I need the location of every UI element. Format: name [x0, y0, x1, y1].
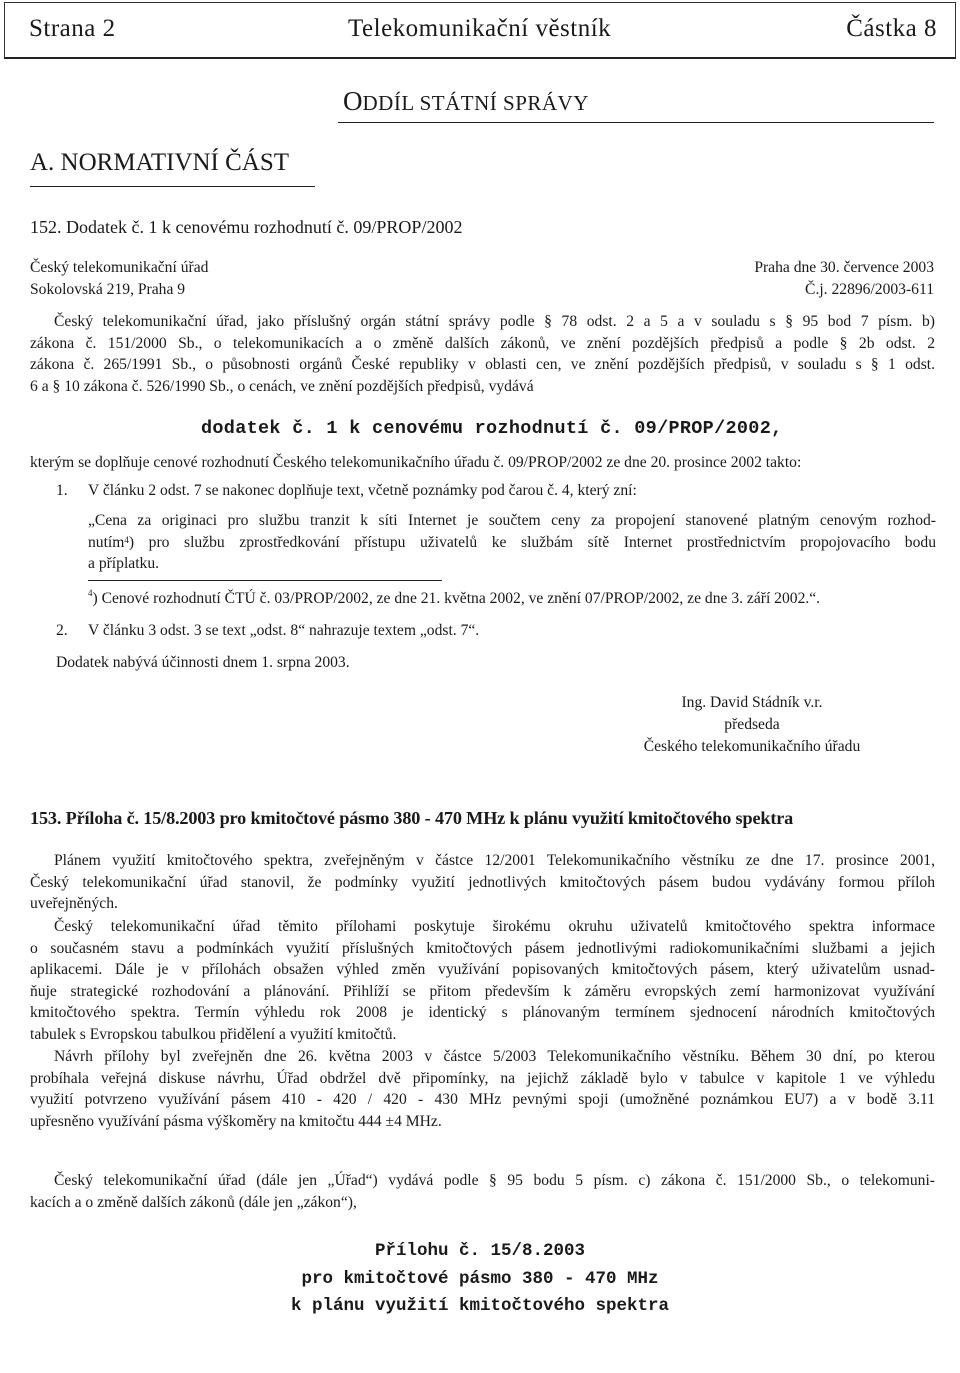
quote-line-end: ) pro službu zprostředkování přístupu uživatelů ke službám sítě Internet prostřednictvím propojovacího bodu	[128, 533, 936, 551]
text-line: Plánem využití kmitočtového spektra, zveřejněným v částce 12/2001 Telekomunikačního věstníku ze dne 17. prosince 2001,	[54, 852, 935, 869]
text-line: kmitočtového spektra. Termín výhledu rok 2008 je identický s plánovaným termínem sjednocení národních kmitočtových	[30, 1004, 935, 1022]
section-rule	[338, 122, 934, 123]
intro-line: zákona č. 265/1991 Sb., o působnosti orgánů České republiky v oblasti cen, ve znění pozdějších předpisů, v souladu s § 1 odst.	[30, 356, 935, 374]
point-1-number: 1.	[56, 482, 68, 499]
item-152-intro	[30, 311, 935, 397]
place-date: Praha dne 30. července 2003	[754, 259, 934, 276]
paragraph-2	[30, 916, 935, 1046]
signer-role: předseda	[724, 715, 780, 733]
text-line: probíhala veřejná diskuse návrhu, Úřad obdržel dvě připomínky, na jejichž základě bylo v tabulce v kapitole 1 ve výhledu	[30, 1069, 935, 1087]
quote-line: a příplatku.	[88, 555, 160, 573]
paragraph-1	[30, 850, 935, 915]
quote-line: „Cena za originaci pro službu tranzit k síti Internet je součtem ceny za propojení stanovené platným cenovým rozhod-	[88, 512, 936, 529]
annex-title-line: k plánu využití kmitočtového spektra	[290, 1296, 670, 1316]
text-line: upřesněno využívání pásma výškoměry na kmitočtu 444 ±4 MHz.	[30, 1112, 442, 1130]
text-line: aplikacemi. Dále je v přílohách obsažen výhled změn využívání popisovaných kmitočtových pásem, který uživatelům usnad-	[30, 961, 935, 979]
text-line: Český telekomunikační úřad těmito přílohami poskytuje širokému okruhu uživatelů kmitočtového spektra informace	[54, 918, 935, 935]
part-title: A. NORMATIVNÍ ČÁST	[30, 149, 290, 176]
point-2-number: 2.	[56, 622, 68, 639]
point-2-text: V článku 3 odst. 3 se text „odst. 8“ nahrazuje textem „odst. 7“.	[88, 622, 480, 639]
decree-title: dodatek č. 1 k cenovému rozhodnutí č. 09/PROP/2002,	[201, 418, 783, 439]
paragraph-3	[30, 1046, 935, 1132]
supplement-text: kterým se doplňuje cenové rozhodnutí Českého telekomunikačního úřadu č. 09/PROP/2002 ze dne 20. prosince 2002 takto:	[30, 454, 802, 471]
quoted-text	[88, 510, 936, 575]
text-line: Český telekomunikační úřad (dále jen „Úřad“) vydává podle § 95 bodu 5 písm. c) zákona č. 151/2000 Sb., o telekomuni-	[54, 1172, 935, 1189]
journal-title: Telekomunikační věstník	[348, 15, 612, 42]
footnote	[88, 590, 820, 608]
item-152-heading: 152. Dodatek č. 1 k cenovému rozhodnutí č. 09/PROP/2002	[30, 217, 463, 237]
section-title-initial: O	[343, 86, 363, 116]
footnote-ref: 4	[124, 534, 129, 545]
text-line: využití potvrzeno využívání pásem 410 - 420 / 420 - 430 MHz pevnými spoji (umožněné poznámkou EU7) a v bodě 3.11	[30, 1091, 935, 1109]
sender-name: Český telekomunikační úřad	[30, 259, 209, 276]
annex-title	[180, 1238, 780, 1321]
point-1-text: V článku 2 odst. 7 se nakonec doplňuje text, včetně poznámky pod čarou č. 4, který zní:	[88, 482, 637, 499]
quote-line	[88, 532, 936, 554]
section-title-rest: DDÍL STÁTNÍ SPRÁVY	[362, 91, 589, 115]
part-rule	[30, 186, 315, 187]
text-line: uveřejněných.	[30, 895, 118, 913]
text-line: Český telekomunikační úřad stanovil, že podmínky využití jednotlivých kmitočtových pásem budou vydávány formou příloh	[30, 873, 935, 891]
section-title	[343, 86, 589, 117]
footnote-rule	[88, 580, 442, 581]
annex-title-line: pro kmitočtové pásmo 380 - 470 MHz	[301, 1268, 659, 1289]
item-153-heading: 153. Příloha č. 15/8.2003 pro kmitočtové pásmo 380 - 470 MHz k plánu využití kmitočtového spektra	[30, 808, 794, 828]
annex-title-line: Přílohu č. 15/8.2003	[374, 1241, 586, 1261]
text-line: Návrh přílohy byl zveřejněn dne 26. května 2003 v částce 5/2003 Telekomunikačního věstníku. Během 30 dní, po kterou	[54, 1048, 935, 1065]
signature-block	[626, 692, 878, 757]
footnote-number: 4	[88, 588, 93, 598]
page-number: Strana 2	[29, 15, 116, 42]
text-line: tabulek s Evropskou tabulkou přidělení a využití kmitočtů.	[30, 1025, 397, 1043]
intro-line: 6 a § 10 zákona č. 526/1990 Sb., o cenách, ve znění pozdějších předpisů, vydává	[30, 377, 534, 395]
signer-organization: Českého telekomunikačního úřadu	[643, 737, 861, 755]
issue-number: Částka 8	[846, 15, 937, 42]
intro-line: Český telekomunikační úřad, jako příslušný orgán státní správy podle § 78 odst. 2 a 5 a v souladu s § 95 bod 7 písm. b)	[54, 313, 935, 330]
intro-line: zákona č. 151/2000 Sb., o telekomunikacích a o změně dalších zákonů, ve znění pozdějších předpisů a podle § 2b odst. 2	[30, 334, 935, 352]
reference-number: Č.j. 22896/2003-611	[805, 281, 934, 298]
text-line: kacích a o změně dalších zákonů (dále jen „zákon“),	[30, 1193, 357, 1211]
text-line: ňuje strategické rozhodování a plánování. Přihlíží se přitom především k záměru evropských zemí harmonizovat využívání	[30, 982, 935, 1000]
sender-address: Sokolovská 219, Praha 9	[30, 281, 186, 298]
page-header	[4, 2, 956, 59]
effective-date: Dodatek nabývá účinnosti dnem 1. srpna 2003.	[56, 654, 350, 671]
quote-line-start: nutím	[88, 533, 125, 551]
footnote-text: ) Cenové rozhodnutí ČTÚ č. 03/PROP/2002, ze dne 21. května 2002, ve znění 07/PROP/2002, ze dne 3. září 2002.“.	[92, 590, 821, 607]
text-line: o současném stavu a podmínkách využití příslušných kmitočtových pásem jednotlivými radiokomunikačními službami a jejich	[30, 939, 935, 957]
signer-name: Ing. David Stádník v.r.	[681, 694, 823, 711]
paragraph-4	[30, 1170, 935, 1213]
